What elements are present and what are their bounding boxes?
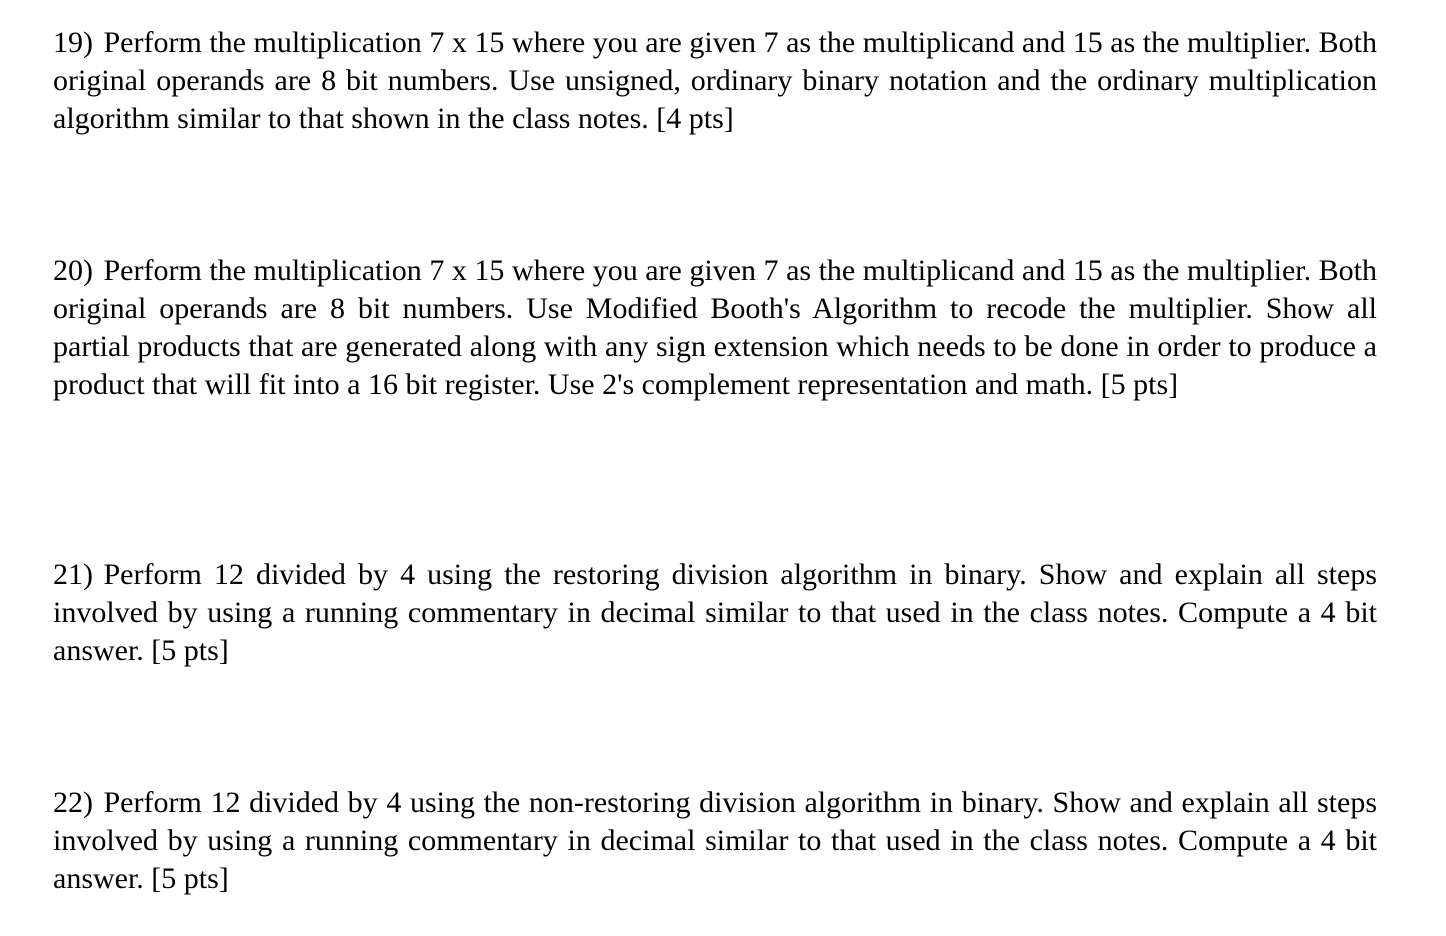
question-20: [53, 252, 1377, 404]
question-21: [53, 556, 1377, 670]
question-text: Perform the multiplication 7 x 15 where you are given 7 as the multiplicand and 15 as the multiplier. Both original operands are 8 bit numbers. Use Modified Booth's Algorithm to recode the multiplier. Show all partial products that are generated along with any sign extension which needs to be done in order to produce a product that will fit into a 16 bit register. Use 2's complement representation and math. [5 pts]: [53, 254, 1377, 401]
question-number: 20): [53, 254, 93, 287]
question-text: Perform 12 divided by 4 using the non-restoring division algorithm in binary. Show and explain all steps involved by using a running commentary in decimal similar to that used in the class notes. Compute a 4 bit answer. [5 pts]: [53, 786, 1377, 895]
question-text: Perform 12 divided by 4 using the restoring division algorithm in binary. Show and explain all steps involved by using a running commentary in decimal similar to that used in the class notes. Compute a 4 bit answer. [5 pts]: [53, 558, 1377, 667]
question-number: 22): [53, 786, 93, 819]
question-19: [53, 24, 1377, 138]
question-number: 19): [53, 26, 93, 59]
question-number: 21): [53, 558, 93, 591]
question-text: Perform the multiplication 7 x 15 where you are given 7 as the multiplicand and 15 as the multiplier. Both original operands are 8 bit numbers. Use unsigned, ordinary binary notation and the ordinary multiplication algorithm similar to that shown in the class notes. [4 pts]: [53, 26, 1377, 135]
question-22: [53, 784, 1377, 898]
